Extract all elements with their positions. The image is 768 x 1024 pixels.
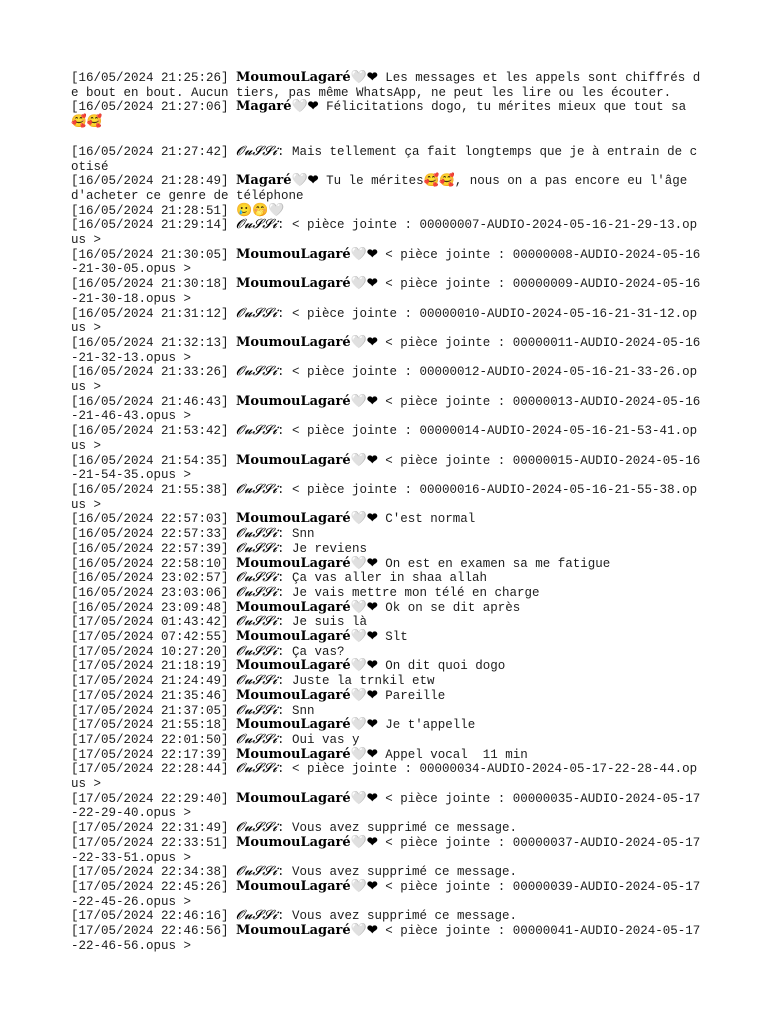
message-sender: 𝓞𝓾𝓢𝓢𝓲 (236, 731, 277, 747)
message-timestamp: [16/05/2024 21:54:35] (71, 453, 229, 468)
message-timestamp: [16/05/2024 21:33:26] (71, 365, 229, 380)
message-timestamp: [16/05/2024 21:46:43] (71, 394, 229, 409)
chat-message (71, 248, 701, 277)
message-sender: 𝓞𝓾𝓢𝓢𝓲 (236, 305, 277, 321)
message-text: < pièce jointe : 00000037-AUDIO-2024-05-17-22-33-51.opus > (71, 835, 701, 865)
message-sender: 𝓞𝓾𝓢𝓢𝓲 (236, 864, 277, 880)
chat-message (71, 571, 701, 586)
message-text: Ok on se dit après (377, 600, 521, 615)
message-sender: MoumouLagaré🤍❤ (236, 790, 378, 806)
message-sender: 𝓞𝓾𝓢𝓢𝓲 (236, 673, 277, 689)
message-sender: 𝓞𝓾𝓢𝓢𝓲 (236, 614, 277, 630)
message-timestamp: [16/05/2024 22:57:03] (71, 512, 229, 527)
chat-message (71, 792, 701, 821)
message-sender: MoumouLagaré🤍❤ (236, 555, 378, 571)
chat-message (71, 483, 701, 512)
message-timestamp: [17/05/2024 21:55:18] (71, 718, 229, 733)
message-timestamp: [17/05/2024 21:18:19] (71, 659, 229, 674)
message-timestamp: [17/05/2024 07:42:55] (71, 630, 229, 645)
chat-message (71, 836, 701, 865)
chat-message (71, 924, 701, 953)
message-text: < pièce jointe : 00000035-AUDIO-2024-05-17-22-29-40.opus > (71, 791, 701, 821)
message-timestamp: [16/05/2024 21:28:51] (71, 203, 229, 218)
message-text: : Je reviens (277, 541, 368, 556)
message-sender: MoumouLagaré🤍❤ (236, 878, 378, 894)
chat-message (71, 542, 701, 557)
chat-message (71, 307, 701, 336)
message-text: : < pièce jointe : 00000014-AUDIO-2024-05-16-21-53-41.opus > (71, 424, 698, 453)
message-sender: MoumouLagaré🤍❤ (236, 658, 378, 674)
message-text: < pièce jointe : 00000039-AUDIO-2024-05-17-22-45-26.opus > (71, 879, 701, 909)
chat-message (71, 601, 701, 616)
chat-message (71, 689, 701, 704)
message-text: : Mais tellement ça fait longtemps que je à entrain de cotisé (71, 144, 698, 174)
message-sender: MoumouLagaré🤍❤ (236, 511, 378, 527)
message-text: On est en examen sa me fatigue (377, 556, 611, 571)
message-text: : Vous avez supprimé ce message. (277, 865, 518, 880)
message-timestamp: [17/05/2024 21:35:46] (71, 688, 229, 703)
message-sender: 𝓞𝓾𝓢𝓢𝓲 (236, 761, 277, 777)
message-sender: 𝓞𝓾𝓢𝓢𝓲 (236, 423, 277, 439)
message-text: < pièce jointe : 00000041-AUDIO-2024-05-17-22-46-56.opus > (71, 924, 701, 953)
message-sender: 𝓞𝓾𝓢𝓢𝓲 (236, 364, 277, 380)
chat-message (71, 821, 701, 836)
chat-message (71, 865, 701, 880)
message-sender: MoumouLagaré🤍❤ (236, 629, 378, 645)
message-sender: MoumouLagaré🤍❤ (236, 923, 378, 939)
message-timestamp: [16/05/2024 21:29:14] (71, 218, 229, 233)
message-text: Félicitations dogo, tu mérites mieux que tout sa🥰🥰 (71, 100, 687, 130)
message-text: : Ça vas aller in shaa allah (277, 571, 488, 586)
message-sender: MoumouLagaré🤍❤ (236, 452, 378, 468)
chat-message (71, 395, 701, 424)
message-timestamp: [17/05/2024 21:24:49] (71, 674, 229, 689)
message-text: < pièce jointe : 00000011-AUDIO-2024-05-16-21-32-13.opus > (71, 335, 701, 365)
chat-message (71, 512, 701, 527)
chat-message (71, 204, 701, 219)
chat-message (71, 336, 701, 365)
message-timestamp: [16/05/2024 21:32:13] (71, 335, 229, 350)
message-timestamp: [16/05/2024 21:27:42] (71, 144, 229, 159)
chat-message (71, 748, 701, 763)
message-timestamp: [17/05/2024 22:33:51] (71, 835, 229, 850)
message-sender: MoumouLagaré🤍❤ (236, 246, 378, 262)
message-timestamp: [16/05/2024 21:55:38] (71, 482, 229, 497)
message-timestamp: [17/05/2024 22:29:40] (71, 791, 229, 806)
message-timestamp: [17/05/2024 22:45:26] (71, 879, 229, 894)
message-text: < pièce jointe : 00000015-AUDIO-2024-05-16-21-54-35.opus > (71, 453, 701, 483)
message-text: C'est normal (377, 512, 476, 527)
message-text: Je t'appelle (377, 718, 476, 733)
message-sender: MoumouLagaré🤍❤ (236, 334, 378, 350)
chat-message (71, 218, 701, 247)
message-text: < pièce jointe : 00000009-AUDIO-2024-05-16-21-30-18.opus > (71, 277, 701, 306)
message-text: : Ça vas? (277, 644, 345, 659)
message-timestamp: [17/05/2024 22:46:16] (71, 909, 229, 924)
chat-message (71, 762, 701, 791)
message-timestamp: [17/05/2024 10:27:20] (71, 644, 229, 659)
chat-message (71, 674, 701, 689)
message-text: Slt (377, 630, 408, 645)
chat-transcript (71, 71, 701, 953)
message-timestamp: [16/05/2024 23:02:57] (71, 571, 229, 586)
chat-message (71, 733, 701, 748)
message-timestamp: [16/05/2024 22:58:10] (71, 556, 229, 571)
message-text: : Snn (277, 527, 315, 542)
chat-message (71, 718, 701, 733)
message-text: : < pièce jointe : 00000016-AUDIO-2024-05-16-21-55-38.opus > (71, 482, 698, 512)
message-timestamp: [16/05/2024 21:27:06] (71, 100, 229, 115)
message-sender: MoumouLagaré🤍❤ (236, 599, 378, 615)
message-timestamp: [17/05/2024 22:01:50] (71, 732, 229, 747)
message-sender: Magaré🤍❤ (236, 99, 319, 115)
message-sender: 𝓞𝓾𝓢𝓢𝓲 (236, 481, 277, 497)
message-text: Tu le mérites🥰🥰, nous on a pas encore eu l'âge d'acheter ce genre de téléphone (71, 174, 695, 203)
message-text: Les messages et les appels sont chiffrés de bout en bout. Aucun tiers, pas même WhatsApp, ne peut les lire ou les écouter. (71, 71, 701, 100)
chat-message (71, 880, 701, 909)
message-text: : Juste la trnkil etw (277, 674, 435, 689)
message-timestamp: [16/05/2024 22:57:33] (71, 527, 229, 542)
message-text: : < pièce jointe : 00000010-AUDIO-2024-05-16-21-31-12.opus > (71, 306, 698, 336)
message-sender: 𝓞𝓾𝓢𝓢𝓲 (236, 643, 277, 659)
message-sender: Magaré🤍❤ (236, 173, 319, 189)
message-sender: MoumouLagaré🤍❤ (236, 70, 378, 85)
message-text: Pareille (377, 688, 446, 703)
chat-message (71, 145, 701, 174)
message-text: : < pièce jointe : 00000012-AUDIO-2024-05-16-21-33-26.opus > (71, 365, 698, 395)
chat-message (71, 615, 701, 630)
message-sender: MoumouLagaré🤍❤ (236, 834, 378, 850)
message-sender: 𝓞𝓾𝓢𝓢𝓲 (236, 570, 277, 586)
chat-message (71, 365, 701, 394)
message-sender: 𝓞𝓾𝓢𝓢𝓲 (236, 702, 277, 718)
message-sender: 𝓞𝓾𝓢𝓢𝓲 (236, 908, 277, 924)
message-timestamp: [17/05/2024 22:28:44] (71, 762, 229, 777)
chat-message (71, 424, 701, 453)
chat-message (71, 71, 701, 100)
message-text: : < pièce jointe : 00000034-AUDIO-2024-05-17-22-28-44.opus > (71, 762, 698, 792)
chat-message (71, 586, 701, 601)
message-timestamp: [16/05/2024 21:30:05] (71, 247, 229, 262)
chat-message (71, 174, 701, 203)
message-text: < pièce jointe : 00000013-AUDIO-2024-05-16-21-46-43.opus > (71, 394, 701, 424)
chat-message (71, 909, 701, 924)
message-sender: MoumouLagaré🤍❤ (236, 687, 378, 703)
message-sender: 𝓞𝓾𝓢𝓢𝓲 (236, 143, 277, 159)
message-sender: MoumouLagaré🤍❤ (236, 717, 378, 733)
message-timestamp: [16/05/2024 21:53:42] (71, 424, 229, 439)
message-sender: 🥲🤭🤍 (236, 202, 285, 218)
message-timestamp: [17/05/2024 22:17:39] (71, 747, 229, 762)
message-sender: 𝓞𝓾𝓢𝓢𝓲 (236, 526, 277, 542)
message-timestamp: [16/05/2024 21:28:49] (71, 174, 229, 189)
message-timestamp: [16/05/2024 21:31:12] (71, 306, 229, 321)
chat-message (71, 645, 701, 660)
message-sender: 𝓞𝓾𝓢𝓢𝓲 (236, 584, 277, 600)
message-timestamp: [16/05/2024 22:57:39] (71, 541, 229, 556)
message-text: : Snn (277, 703, 315, 718)
message-text: : Oui vas y (277, 732, 360, 747)
message-text: : Vous avez supprimé ce message. (277, 821, 518, 836)
chat-message (71, 277, 701, 306)
message-timestamp: [17/05/2024 22:31:49] (71, 821, 229, 836)
message-timestamp: [16/05/2024 21:30:18] (71, 277, 229, 292)
message-timestamp: [16/05/2024 21:25:26] (71, 71, 229, 85)
message-text: < pièce jointe : 00000008-AUDIO-2024-05-16-21-30-05.opus > (71, 247, 701, 277)
message-text: : Je suis là (277, 615, 368, 630)
chat-message (71, 527, 701, 542)
message-timestamp: [16/05/2024 23:03:06] (71, 585, 229, 600)
message-timestamp: [17/05/2024 22:46:56] (71, 924, 229, 939)
chat-message (71, 557, 701, 572)
message-sender: 𝓞𝓾𝓢𝓢𝓲 (236, 217, 277, 233)
chat-message (71, 704, 701, 719)
chat-message (71, 454, 701, 483)
message-sender: 𝓞𝓾𝓢𝓢𝓲 (236, 540, 277, 556)
message-text: On dit quoi dogo (377, 659, 506, 674)
message-timestamp: [16/05/2024 23:09:48] (71, 600, 229, 615)
chat-message (71, 100, 701, 129)
message-sender: 𝓞𝓾𝓢𝓢𝓲 (236, 820, 277, 836)
message-sender: MoumouLagaré🤍❤ (236, 746, 378, 762)
chat-message (71, 630, 701, 645)
message-timestamp: [17/05/2024 01:43:42] (71, 615, 229, 630)
message-text: Appel vocal 11 min (377, 747, 528, 762)
message-text: : < pièce jointe : 00000007-AUDIO-2024-05-16-21-29-13.opus > (71, 218, 698, 248)
message-sender: MoumouLagaré🤍❤ (236, 393, 378, 409)
message-text: : Vous avez supprimé ce message. (277, 909, 518, 924)
message-timestamp: [17/05/2024 21:37:05] (71, 703, 229, 718)
message-timestamp: [17/05/2024 22:34:38] (71, 865, 229, 880)
message-text: : Je vais mettre mon télé en charge (277, 585, 540, 600)
message-sender: MoumouLagaré🤍❤ (236, 276, 378, 292)
chat-message (71, 659, 701, 674)
